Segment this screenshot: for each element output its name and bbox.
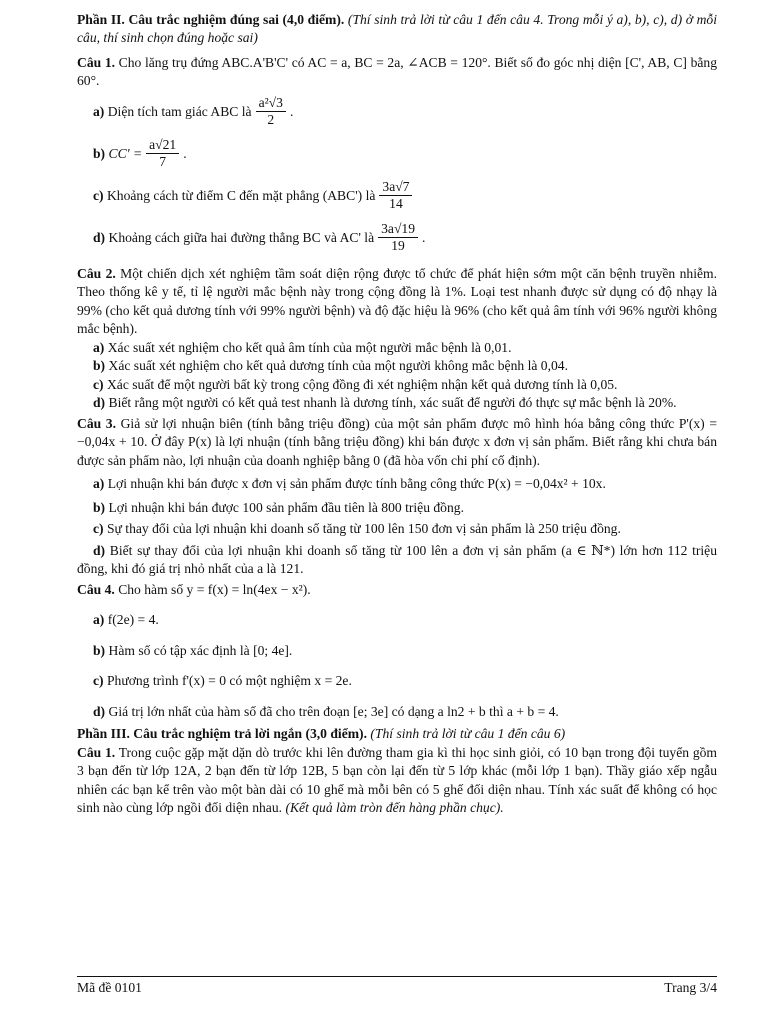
q3-text: Giả sử lợi nhuận biên (tính bằng triệu đồng) của một sản phẩm được mô hình hóa bằng công thức P'(x) = −0,04x + 10. Ở đây P(x) là lợi nhuận (tính bằng triệu đồng) khi bán được x đơn vị sản phẩm. Biết rằng khi chưa bán được sản phẩm nào, lợi nhuận của doanh nghiệp bằng 0 (đã hòa vốn chi phí cố định). [77, 415, 717, 468]
part2-heading: Phần II. Câu trắc nghiệm đúng sai (4,0 điểm). [77, 12, 345, 27]
page-number: Trang 3/4 [664, 980, 717, 995]
part3-note: (Thí sinh trả lời từ câu 1 đến câu 6) [370, 726, 566, 742]
q1-a-num: a²√3 [256, 95, 286, 112]
q1-text: Cho lăng trụ đứng ABC.A'B'C' có AC = a, BC = 2a, ∠ACB = 120°. Biết số đo góc nhị diện [C', AB, C] bằng 60°. [77, 54, 717, 89]
q3-option-d: d) Biết sự thay đổi của lợi nhuận khi doanh số tăng từ 100 lên a đơn vị sản phẩm (a ∈ ℕ*) lớn hơn 112 triệu đồng, khi đó giá trị nhỏ nhất của a là 121. [77, 542, 717, 577]
q3-stem [77, 415, 717, 470]
part3-heading: Phần III. Câu trắc nghiệm trả lời ngắn (3,0 điểm). [77, 726, 367, 742]
q1-c-fraction [379, 179, 412, 213]
q1-c-num: 3a√7 [379, 179, 412, 196]
q1-b-den: 7 [159, 154, 167, 170]
q4-option-a: a) f(2e) = 4. [93, 612, 159, 628]
q1-a-text: Diện tích tam giác ABC là [107, 103, 252, 119]
q2-c-text: Xác suất để một người bất kỳ trong cộng đồng đi xét nghiệm nhận kết quả dương tính là 0,05. [106, 376, 618, 392]
q1-b-num: a√21 [146, 137, 179, 154]
q2-a-text: Xác suất xét nghiệm cho kết quả âm tính của một người mắc bệnh là 0,01. [107, 339, 512, 355]
p3q1-note: (Kết quả làm tròn đến hàng phần chục). [285, 800, 504, 816]
q3-d-text: Biết sự thay đổi của lợi nhuận khi doanh số tăng từ 100 lên a đơn vị sản phẩm (a ∈ ℕ*) lớn hơn 112 triệu đồng, khi đó giá trị nhỏ nhất của a là 121. [77, 542, 717, 577]
q4-stem [77, 581, 717, 599]
q1-option-d: d) Khoảng cách giữa hai đường thẳng BC và AC' là $\frac{3a√19}{19}$ . [93, 221, 426, 254]
q1-c-den: 14 [389, 196, 403, 212]
page-footer [77, 976, 717, 997]
q1-option-b: b) CC' = $\frac{a√21}{7}$ . [93, 137, 187, 170]
q1-a-den: 2 [267, 112, 275, 128]
q3-option-a: a) Lợi nhuận khi bán được x đơn vị sản phẩm được tính bằng công thức P(x) = −0,04x² + 10x. [93, 476, 606, 492]
q4-d-text: Giá trị lớn nhất của hàm số đã cho trên đoạn [e; 3e] có dạng a ln2 + b thì a + b = 4. [108, 703, 559, 719]
q1-d-num: 3a√19 [378, 221, 418, 238]
q1-d-text: Khoảng cách giữa hai đường thẳng BC và AC' là [108, 229, 375, 245]
q4-option-c: c) Phương trình f'(x) = 0 có một nghiệm x = 2e. [93, 673, 352, 689]
q1-label: Câu 1. [77, 54, 116, 70]
q3-b-text: Lợi nhuận khi bán được 100 sản phẩm đầu tiên là 800 triệu đồng. [108, 499, 464, 515]
p3q1-label: Câu 1. [77, 744, 116, 760]
q3-label: Câu 3. [77, 415, 116, 431]
q4-c-text: Phương trình f'(x) = 0 có một nghiệm x = 2e. [106, 673, 352, 689]
q3-c-text: Sự thay đổi của lợi nhuận khi doanh số tăng từ 100 lên 150 đơn vị sản phẩm là 250 triệu đồng. [106, 521, 621, 537]
q4-option-d: d) Giá trị lớn nhất của hàm số đã cho trên đoạn [e; 3e] có dạng a ln2 + b thì a + b = 4. [93, 703, 559, 719]
q1-d-fraction [378, 221, 418, 255]
q4-text: Cho hàm số y = f(x) = ln(4ex − x²). [118, 581, 311, 597]
q1-option-a: a) Diện tích tam giác ABC là $\frac{\text{a²√3}}{2}$ . [93, 95, 294, 128]
q4-label: Câu 4. [77, 581, 115, 597]
part3-header [77, 725, 717, 743]
p3q1-text: Trong cuộc gặp mặt dặn dò trước khi lên đường tham gia kì thi học sinh giỏi, có 10 bạn trong đội tuyển gồm 3 bạn đến từ lớp 12A, 2 bạn đến từ lớp 12B, 5 bạn còn lại đến từ 5 lớp khác (mỗi lớp 1 bạn). Thầy giáo xếp ngẫu nhiên các bạn kể trên vào một bàn dài có 10 ghế mà mỗi bên có 5 ghế đối diện nhau. Tính xác suất để không có học sinh nào cùng lớp ngồi đối diện nhau. [77, 744, 717, 816]
q2-option-b: b) Xác suất xét nghiệm cho kết quả dương tính của một người không mắc bệnh là 0,04. [93, 358, 568, 374]
q4-option-b: b) Hàm số có tập xác định là [0; 4e]. [93, 642, 293, 658]
exam-page [77, 11, 717, 818]
q1-option-c: c) Khoảng cách từ điểm C đến mặt phẳng (ABC') là $\frac{3a√7}{14}$ [93, 175, 717, 217]
q3-a-text: Lợi nhuận khi bán được x đơn vị sản phẩm được tính bằng công thức P(x) = −0,04x² + 10x. [107, 476, 606, 492]
q2-option-a: a) Xác suất xét nghiệm cho kết quả âm tính của một người mắc bệnh là 0,01. [93, 339, 512, 355]
q2-b-text: Xác suất xét nghiệm cho kết quả dương tính của một người không mắc bệnh là 0,04. [108, 358, 568, 374]
q2-text: Một chiến dịch xét nghiệm tầm soát diện rộng được tổ chức để phát hiện sớm một căn bệnh truyền nhiễm. Theo thống kê y tế, tỉ lệ người mắc bệnh này trong cộng đồng là 1%. Loại test nhanh được sử dụng có độ nhạy là 99% (cho kết quả dương tính với 99% người bệnh) và độ đặc hiệu là 96% (cho kết quả âm tính với 96% người không mắc bệnh). [77, 265, 717, 337]
q2-stem [77, 265, 717, 339]
q2-option-c: c) Xác suất để một người bất kỳ trong cộng đồng đi xét nghiệm nhận kết quả dương tính là 0,05. [93, 376, 618, 392]
part2-note: (Thí sinh trả lời từ câu 1 đến câu 4. Trong mỗi ý a), b), c), d) ở mỗi câu, thí sinh chọn đúng hoặc sai) [77, 12, 717, 46]
q2-d-text: Biết rằng một người có kết quả test nhanh là dương tính, xác suất để người đó thực sự mắc bệnh là 20%. [108, 395, 677, 411]
q1-b-text: CC' = [108, 145, 143, 161]
q1-stem [77, 54, 717, 91]
q4-a-text: f(2e) = 4. [107, 612, 159, 628]
part2-header [77, 11, 717, 48]
q4-b-text: Hàm số có tập xác định là [0; 4e]. [108, 642, 293, 658]
q1-c-text: Khoảng cách từ điểm C đến mặt phẳng (ABC') là [106, 187, 376, 203]
p3q1-stem [77, 744, 717, 818]
q3-option-b: b) Lợi nhuận khi bán được 100 sản phẩm đầu tiên là 800 triệu đồng. [93, 499, 464, 515]
q1-b-fraction [146, 137, 179, 171]
exam-code: Mã đề 0101 [77, 980, 142, 995]
q1-d-den: 19 [391, 238, 405, 254]
q2-label: Câu 2. [77, 265, 116, 281]
q3-option-c: c) Sự thay đổi của lợi nhuận khi doanh số tăng từ 100 lên 150 đơn vị sản phẩm là 250 triệu đồng. [93, 521, 621, 537]
q2-option-d: d) Biết rằng một người có kết quả test nhanh là dương tính, xác suất để người đó thực sự mắc bệnh là 20%. [93, 395, 677, 411]
q1-a-fraction [256, 95, 286, 129]
